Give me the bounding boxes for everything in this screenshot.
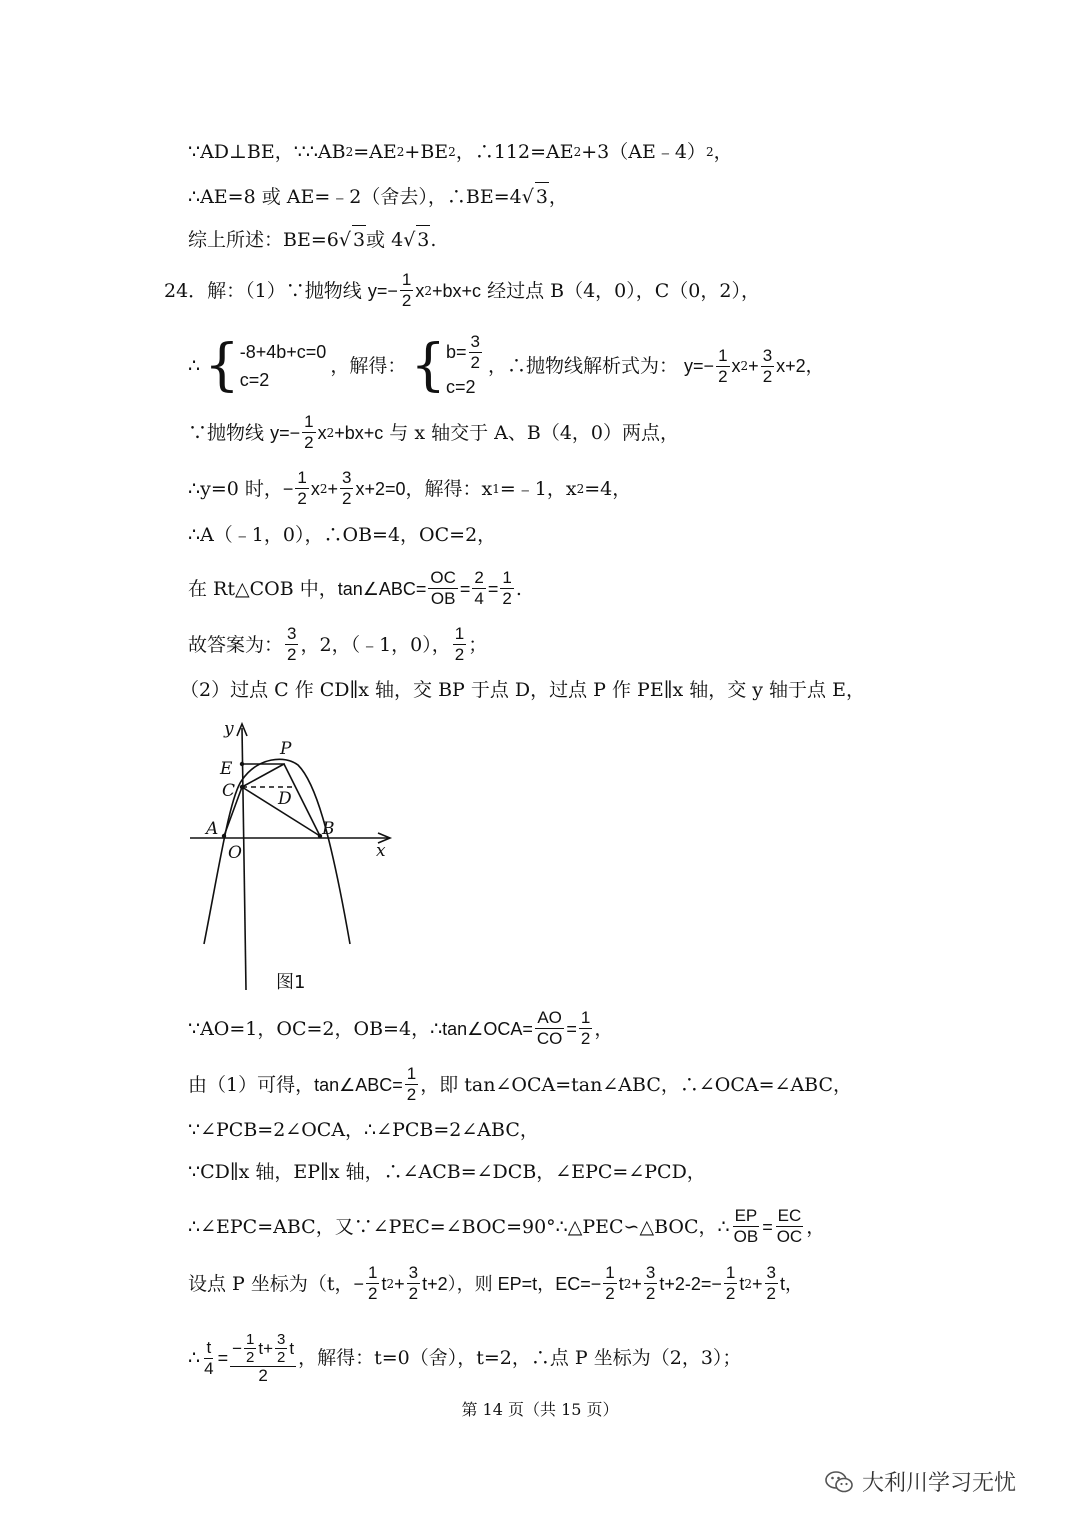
fraction: $\frac{3}{2}$ [342,468,352,508]
fraction: $\frac{1}{2}$ [454,624,465,664]
fraction: $\frac{t}{4}$ [204,1337,214,1378]
fraction: $\frac{1}{2}$ [502,568,512,608]
solution-system: { b= $\frac{3}{2}$ c=2 [410,331,480,398]
line-3: 综上所述：BE=6 √ 3 或 4 √ 3 . [188,225,436,254]
point-E [240,762,244,766]
sqrt-icon: √ [521,185,534,208]
compound-fraction: − $\frac{1}{2}$ t+ $\frac{3}{2}$ t 2 [232,1331,295,1385]
point-C [240,785,244,789]
fraction: $\frac{3}{2}$ [287,624,297,664]
fraction: $\frac{1}{2}$ [605,1263,615,1303]
fraction: $\frac{2}{4}$ [474,568,484,608]
label-C: C [222,781,236,801]
line-6: ∴y=0 时， − $\frac{1}{2}$ x 2 + $\frac{3}{2}$ x+2=0 ，解得：x 1 =﹣1，x 2 =4， [188,468,632,508]
line-10: （2）过点 C 作 CD∥x 轴，交 BP 于点 D，过点 P 作 PE∥x 轴，交 y 轴于点 E， [180,679,865,701]
page-footer: 第 14 页（共 15 页） [461,1400,619,1419]
wechat-icon [824,1469,854,1495]
line-16: 设点 P 坐标为（t， − $\frac{1}{2}$ t 2 + $\frac{3}{2}$ t+2），则 EP=t， EC=− $\frac{1}{2}$ t 2 + $\frac{3}{2}$ t+2-2=− $\frac{1}{2}$ t 2 + $\frac{3}{2}$ t， [188,1263,804,1303]
segment-CP [242,764,284,787]
fraction: $\frac{1}{2}$ [718,345,728,386]
fraction: $\frac{OC}{OB}$ [430,568,456,608]
line-14: ∵CD∥x 轴，EP∥x 轴，∴∠ACB=∠DCB，∠EPC=∠PCD， [188,1161,706,1183]
fraction: $\frac{1}{2}$ [368,1263,378,1303]
line-17: ∴ $\frac{t}{4}$ = − $\frac{1}{2}$ t+ $\frac{3}{2}$ t 2 ，解得：t=0（舍），t=2，∴点 P 坐标为（2，3）； [188,1331,742,1385]
line-13: ∵∠PCB=2∠OCA，∴∠PCB=2∠ABC， [188,1119,539,1141]
fraction: $\frac{1}{2}$ [580,1008,591,1048]
label-P: P [280,739,292,759]
fraction: $\frac{3}{2}$ [766,1263,776,1303]
fraction: $\frac{1}{2}$ [297,468,307,508]
fraction: $\frac{1}{2}$ [401,270,412,310]
label-O: O [228,843,242,863]
line-2: ∴AE=8 或 AE=﹣2（舍去），∴BE=4 √ 3 ， [188,182,568,211]
fraction: $\frac{1}{2}$ [304,412,314,452]
fraction: $\frac{1}{2}$ [406,1064,417,1104]
line-5: ∵抛物线 y=− $\frac{1}{2}$ x 2 +bx+c 与 x 轴交于 A、B（4，0）两点， [188,412,679,452]
sqrt-icon: √ [403,228,416,251]
brace-icon: { [410,333,446,398]
point-A [222,834,226,838]
fraction: $\frac{AO}{CO}$ [536,1008,563,1048]
question-24-intro: 24．解：（1）∵抛物线 y=− $\frac{1}{2}$ x 2 +bx+c 经过点 B（4，0），C（0，2）， [164,270,760,310]
fraction: $\frac{3}{2}$ [762,345,773,386]
label-A: A [206,819,219,839]
fraction: $\frac{3}{2}$ [277,1331,286,1366]
equation-system-line: ∴ { -8+4b+c=0 c=2 ，解得： { b= $\frac{3}{2}$ c=2 ，∴抛物线解析式为： y=− $\frac{1}{2}$ x 2 + $\frac{3}{2}$ x+2， [188,334,824,398]
fraction: $\frac{EP}{OB}$ [733,1206,759,1246]
fraction: $\frac{1}{2}$ [246,1331,255,1366]
fraction: $\frac{3}{2}$ [645,1263,656,1303]
fraction: $\frac{EC}{OC}$ [776,1206,803,1246]
fraction: $\frac{3}{2}$ [470,331,480,372]
line-11: ∵AO=1，OC=2，OB=4，∴ tan∠OCA= $\frac{AO}{CO}$ = $\frac{1}{2}$ ， [188,1008,614,1048]
equation-system: { -8+4b+c=0 c=2 [204,333,327,398]
fraction: $\frac{3}{2}$ [408,1263,419,1303]
figure-caption: 图1 [276,972,306,993]
watermark: 大利川学习无忧 [824,1466,1016,1497]
label-E: E [220,759,233,779]
line-15: ∴∠EPC=ABC，又∵∠PEC=∠BOC=90°∴△PEC∽△BOC，∴ $\frac{EP}{OB}$ = $\frac{EC}{OC}$ ， [188,1206,826,1246]
line-12: 由（1）可得， tan∠ABC= $\frac{1}{2}$ ，即 tan∠OCA=tan∠ABC，∴∠OCA=∠ABC， [188,1064,853,1104]
line-7: ∴A（﹣1，0），∴OB=4，OC=2， [188,524,497,546]
parabola-figure [180,712,410,992]
line-9: 故答案为： $\frac{3}{2}$ ，2，（﹣1，0）， $\frac{1}{2}$ ； [188,624,488,664]
y-axis [242,728,246,990]
fraction: $\frac{1}{2}$ [725,1263,736,1303]
label-y: y [224,719,234,739]
label-B: B [322,819,335,839]
label-x: x [376,841,386,861]
label-D: D [278,789,292,809]
line-8: 在 Rt△COB 中， tan∠ABC= $\frac{OC}{OB}$ = $\frac{2}{4}$ = $\frac{1}{2}$ . [188,568,522,608]
sqrt-icon: √ [338,228,351,251]
brace-icon: { [204,333,240,398]
line-1: ∵AD⊥BE，∵∴AB 2 =AE 2 +BE 2 ，∴112=AE 2 +3（AE﹣4） 2 ， [188,141,733,163]
